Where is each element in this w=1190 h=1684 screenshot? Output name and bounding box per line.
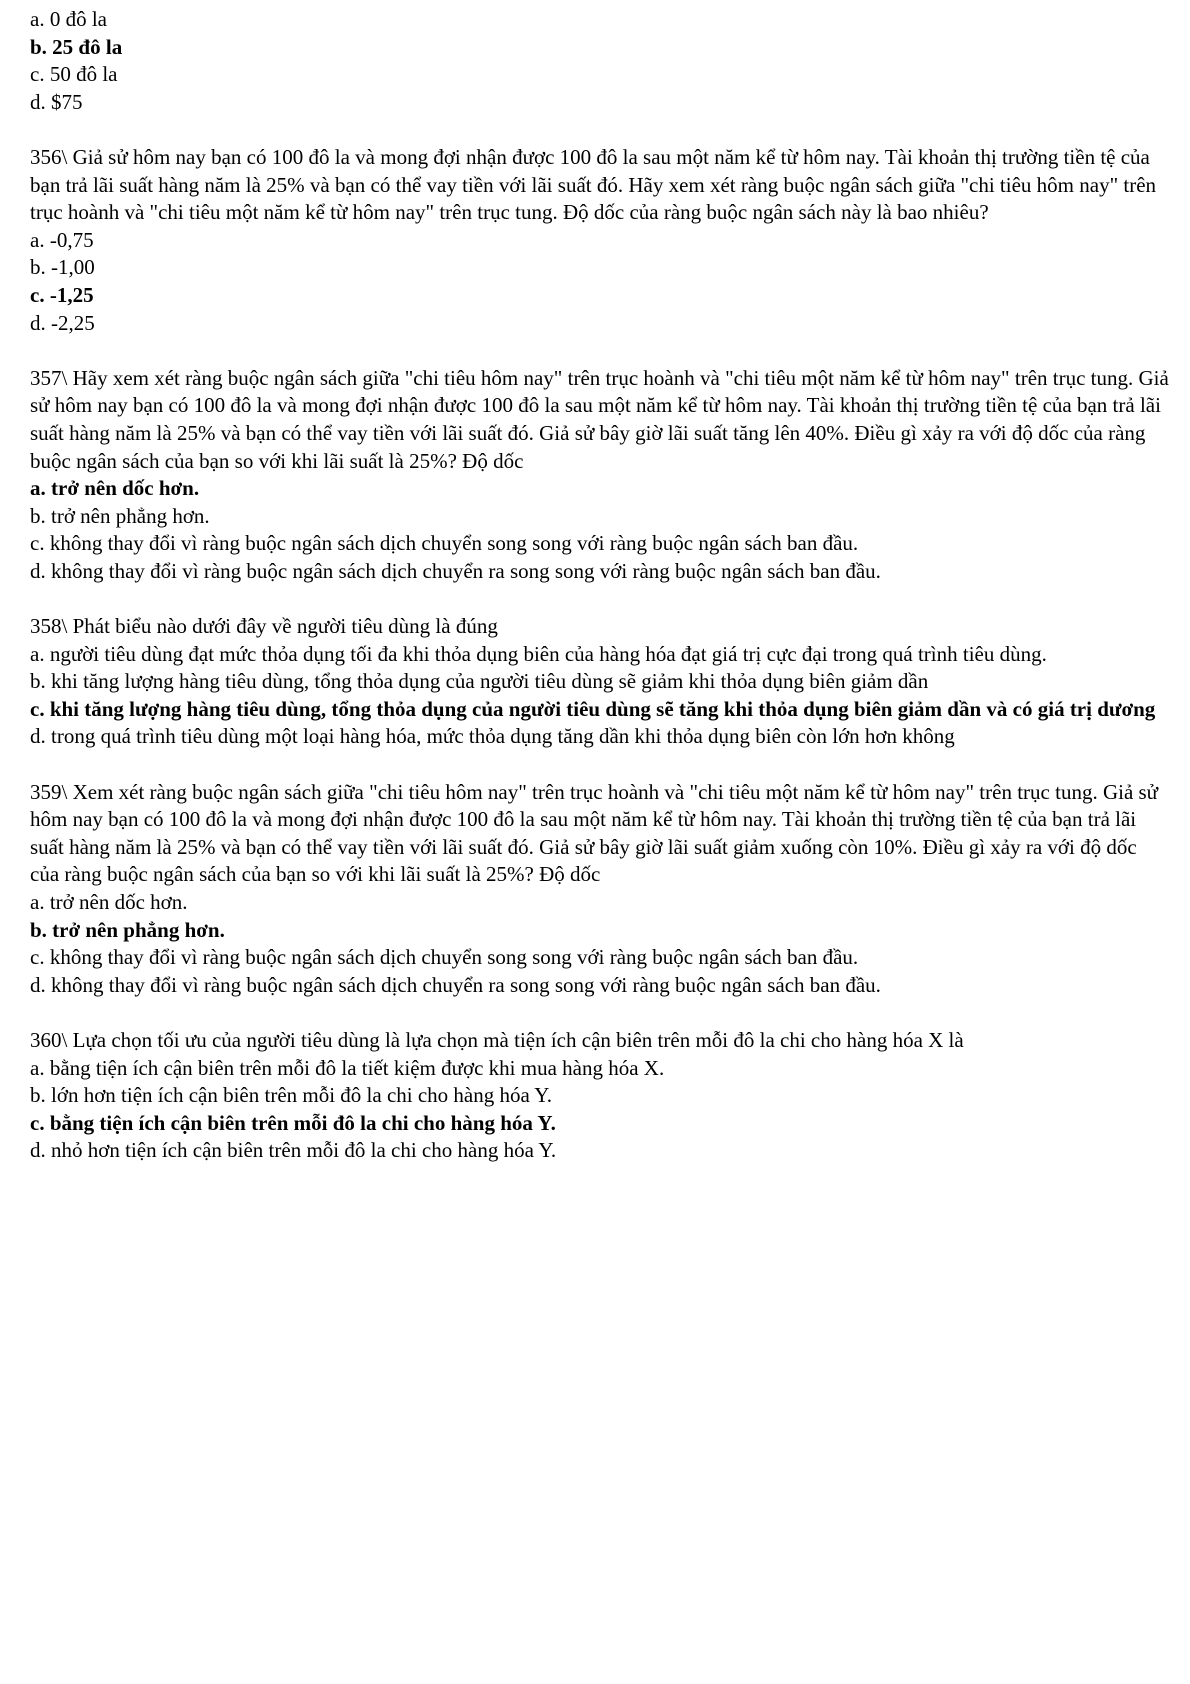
option: b. lớn hơn tiện ích cận biên trên mỗi đô la chi cho hàng hóa Y.: [30, 1083, 553, 1108]
question-text: 357\ Hãy xem xét ràng buộc ngân sách giữa "chi tiêu hôm nay" trên trục hoành và "chi tiêu một năm kể từ hôm nay" trên trục tung. Giả sử hôm nay bạn có 100 đô la và mong đợi nhận được 100 đô la sau một năm kể từ hôm nay. Tài khoản thị trường tiền tệ của bạn trả lãi suất hàng năm là 25% và bạn có thể vay tiền với lãi suất đó. Giả sử bây giờ lãi suất tăng lên 40%. Điều gì xảy ra với độ dốc của ràng buộc ngân sách của bạn so với khi lãi suất là 25%? Độ dốc: [30, 365, 1169, 473]
option: b. trở nên phẳng hơn.: [30, 503, 210, 528]
question-359: [30, 779, 1170, 1000]
document-page: [30, 6, 1170, 1165]
correct-option: b. trở nên phẳng hơn.: [30, 917, 225, 942]
intro-options: [30, 6, 1170, 116]
option: a. trở nên dốc hơn.: [30, 890, 188, 914]
option: d. nhỏ hơn tiện ích cận biên trên mỗi đô la chi cho hàng hóa Y.: [30, 1138, 557, 1163]
option: d. trong quá trình tiêu dùng một loại hàng hóa, mức thỏa dụng tăng dần khi thỏa dụng biên còn lớn hơn không: [30, 724, 955, 749]
question-text: 356\ Giả sử hôm nay bạn có 100 đô la và mong đợi nhận được 100 đô la sau một năm kể từ hôm nay. Tài khoản thị trường tiền tệ của bạn trả lãi suất hàng năm là 25% và bạn có thể vay tiền với lãi suất đó. Hãy xem xét ràng buộc ngân sách giữa "chi tiêu hôm nay" trên trục hoành và "chi tiêu một năm kể từ hôm nay" trên trục tung. Độ dốc của ràng buộc ngân sách này là bao nhiêu?: [30, 144, 1157, 225]
question-text: 358\ Phát biểu nào dưới đây về người tiêu dùng là đúng: [30, 614, 498, 639]
question-358: [30, 613, 1170, 751]
option: c. 50 đô la: [30, 62, 118, 87]
option: b. khi tăng lượng hàng tiêu dùng, tổng thỏa dụng của người tiêu dùng sẽ giảm khi thỏa dụng biên giảm dần: [30, 669, 929, 694]
option: a. -0,75: [30, 227, 94, 252]
correct-option: c. khi tăng lượng hàng tiêu dùng, tổng thỏa dụng của người tiêu dùng sẽ tăng khi thỏa dụng biên giảm dần và có giá trị dương: [30, 696, 1156, 721]
option: a. người tiêu dùng đạt mức thỏa dụng tối đa khi thỏa dụng biên của hàng hóa đạt giá trị cực đại trong quá trình tiêu dùng.: [30, 641, 1047, 666]
correct-option: c. bằng tiện ích cận biên trên mỗi đô la chi cho hàng hóa Y.: [30, 1110, 556, 1135]
option: d. không thay đổi vì ràng buộc ngân sách dịch chuyển ra song song với ràng buộc ngân sách ban đầu.: [30, 558, 881, 583]
option: c. không thay đổi vì ràng buộc ngân sách dịch chuyển song song với ràng buộc ngân sách ban đầu.: [30, 945, 859, 970]
option: d. -2,25: [30, 310, 95, 335]
option: d. $75: [30, 89, 83, 114]
correct-option: a. trở nên dốc hơn.: [30, 476, 200, 501]
question-text: 359\ Xem xét ràng buộc ngân sách giữa "chi tiêu hôm nay" trên trục hoành và "chi tiêu một năm kể từ hôm nay" trên trục tung. Giả sử hôm nay bạn có 100 đô la và mong đợi nhận được 100 đô la sau một năm kể từ hôm nay. Tài khoản thị trường tiền tệ của bạn trả lãi suất hàng năm là 25% và bạn có thể vay tiền với lãi suất đó. Giả sử bây giờ lãi suất giảm xuống còn 10%. Điều gì xảy ra với độ dốc của ràng buộc ngân sách của bạn so với khi lãi suất là 25%? Độ dốc: [30, 779, 1159, 887]
question-357: [30, 365, 1170, 586]
option: b. -1,00: [30, 255, 95, 280]
question-text: 360\ Lựa chọn tối ưu của người tiêu dùng là lựa chọn mà tiện ích cận biên trên mỗi đô la chi cho hàng hóa X là: [30, 1027, 964, 1052]
option: a. bằng tiện ích cận biên trên mỗi đô la tiết kiệm được khi mua hàng hóa X.: [30, 1055, 665, 1080]
correct-option: c. -1,25: [30, 282, 94, 307]
option: a. 0 đô la: [30, 7, 107, 31]
question-360: [30, 1027, 1170, 1165]
correct-option: b. 25 đô la: [30, 34, 123, 59]
option: c. không thay đổi vì ràng buộc ngân sách dịch chuyển song song với ràng buộc ngân sách ban đầu.: [30, 531, 859, 556]
option: d. không thay đổi vì ràng buộc ngân sách dịch chuyển ra song song với ràng buộc ngân sách ban đầu.: [30, 972, 881, 997]
question-356: [30, 144, 1170, 337]
